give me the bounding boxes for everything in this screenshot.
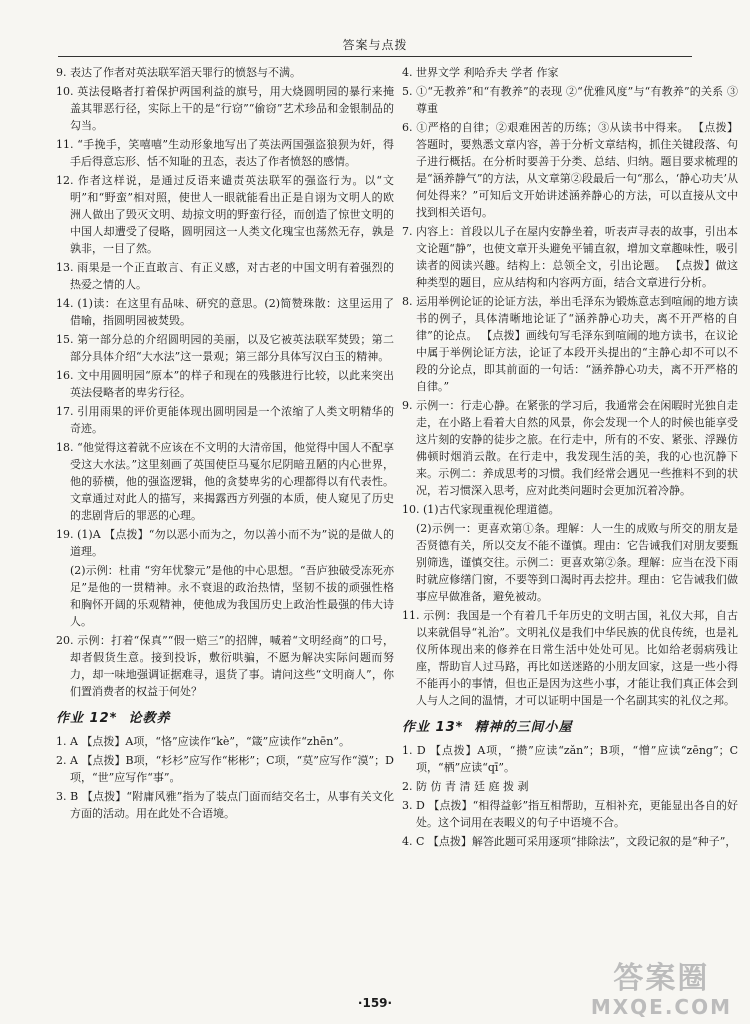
answer-subitem: (2)示例：杜甫 “穷年忧黎元”是他的中心思想。“吾庐独破受冻死亦足”是他的一贯精神。永不衰退的政治热情，坚韧不拔的顽强性格和胸怀开阔的乐观精神，使他成为我国历史上政治性最强的伟大诗人。 [70,564,394,628]
answer-item: 10. (1)古代家现重视伦理道德。 [402,503,560,516]
answer-item: 5. ①“无教养”和“有教养”的表现 ②“优雅风度”与“有教养”的关系 ③尊重 [402,85,738,115]
watermark-top-text: 答案圈 [613,961,710,996]
answer-item: 3. B 【点拨】“附庸风雅”指为了装点门面而结交名士，从事有关文化方面的活动。用在此处不合语境。 [56,790,394,820]
header-divider [58,56,692,57]
answer-item: 16. 文中用圆明园“原本”的样子和现在的残骸进行比较，以此来突出英法侵略者的卑劣行径。 [56,369,394,399]
watermark-logo [591,962,732,1018]
answer-item: 18. “他觉得这着就不应该在不文明的大清帝国，他觉得中国人不配享受这大水法。”这里刻画了英国使臣马戛尔尼阴暗丑陋的内心世界，他的骄横，他的强盗逻辑，他的贪婪卑劣的心理都得以有代表性。文章通过对此人的描写，来揭露西方列强的本质，使人窥见了历史的悲剧背后的罪恶的心理。 [56,441,394,522]
answer-subitem: (2)示例一：更喜欢第①条。理解：人一生的成败与所交的朋友是否贤德有关，所以交友不能不谨慎。理由：它告诫我们对朋友要甄别筛选，谨慎交往。示例二：更喜欢第②条。理解：应当在没下雨时就应修缮门窗，不要等到口渴时再去挖井。理由：它告诫我们做事应早做准备，避免被动。 [416,522,738,603]
section-number: 作业 13* [402,720,464,735]
answer-item: 10. 英法侵略者打着保护两国利益的旗号，用大烧圆明园的暴行来掩盖其罪恶行径，实际上干的是“行窃”“偷窃”艺术珍品和金银制品的勾当。 [56,85,394,132]
answer-item: 13. 雨果是一个正直敢言、有正义感，对古老的中国文明有着强烈的热爱之情的人。 [56,261,394,291]
answer-item: 15. 第一部分总的介绍圆明园的美丽，以及它被英法联军焚毁；第二部分具体介绍“大水法”这一景观；第三部分具体写汉白玉的精神。 [56,333,394,363]
page-header-title: 答案与点拨 [342,38,408,52]
answer-item: 9. 表达了作者对英法联军滔天罪行的愤怒与不满。 [56,66,301,79]
answer-item: 2. A 【点拨】B项，“杉杉”应写作“彬彬”；C项，“莫”应写作“漠”；D项，“世”应写作“事”。 [56,754,394,784]
section-title: 论教养 [128,711,171,726]
section-gap [463,720,474,735]
answer-item: 1. D 【点拨】A项，“攒”应读“zǎn”；B项，“憎”应读“zēng”；C项，“栖”应读“qī”。 [402,744,738,774]
left-column [56,64,394,824]
answer-item: 11. “手挽手，笑嘻嘻”生动形象地写出了英法两国强盗狼狈为奸，得手后得意忘形、恬不知耻的丑态，表达了作者愤怒的感情。 [56,138,394,168]
answer-item: 8. 运用举例论证的论证方法，举出毛泽东为锻炼意志到喧闹的地方读书的例子，具体清晰地论证了“涵养静心功夫，离不开严格的自律”的论点。 【点拨】画线句写毛泽东到喧闹的地方读书，在议论中属于举例论证方法，论证了本段开头提出的“主静心却不可以不段的分论点，即其前面的一句话：“涵养静心功夫，离不开严格的自律。” [402,295,738,393]
section-heading [56,710,394,727]
answer-item: 7. 内容上：首段以儿子在屋内安静坐着，听表声寻表的故事，引出本文论题“静”，也使文章开头避免平铺直叙，增加文章趣味性，吸引读者的阅读兴趣。结构上：总领全文，引出论题。 【点拨】做这种类型的题目，应从结构和内容两方面，结合文章进行分析。 [402,225,738,289]
answer-item: 12. 作者这样说，是通过反语来谴责英法联军的强盗行为。以“文明”和“野蛮”相对照，使世人一眼就能看出正是自诩为文明人的欧洲人做出了毁灭文明、劫掠文明的野蛮行径，而创造了惊世文明的中国人却遭受了侵略，圆明园这一人类文化瑰宝也荡然无存，孰是孰非，一目了然。 [56,174,394,255]
section-heading [402,719,738,736]
page-number: ·159· [357,996,393,1010]
section-gap [117,711,128,726]
answer-item: 3. D 【点拨】“相得益彰”指互相帮助，互相补充，更能显出各自的好处。这个词用在表暇义的句子中语境不合。 [402,799,738,829]
watermark-bottom-text: MXQE.COM [590,995,732,1019]
section-title: 精神的三间小屋 [474,720,573,735]
section-number: 作业 12* [56,711,118,726]
right-column [402,64,738,852]
answer-item: 17. 引用雨果的评价更能体现出圆明园是一个浓缩了人类文明精华的奇迹。 [56,405,394,435]
answer-item: 11. 示例：我国是一个有着几千年历史的文明古国，礼仪大邦，自古以来就倡导“礼治”。文明礼仪是我们中华民族的优良传统，也是礼仪所体现出来的修养在日常生活中处处可见。比如给老弱病残让座，帮助盲人过马路，再比如送迷路的小朋友回家，这是一些小得不能再小的事情，但也正是因为这些小事，才能让我们真正体会到人与人之间的温情，才可以证明中国是一个名副其实的礼仪之邦。 [402,609,738,707]
answer-item: 4. C 【点拨】解答此题可采用逐项“排除法”，文段记叙的是“种子”， [402,835,737,848]
answer-item: 4. 世界文学 利哈乔夫 学者 作家 [402,66,559,79]
answer-item: 2. 防 仿 青 清 廷 庭 拨 剥 [402,780,529,793]
answer-item: 14. (1)读：在这里有品味、研究的意思。(2)简赞珠散：这里运用了借喻，指圆明园被焚毁。 [56,297,394,327]
answer-item: 9. 示例一：行走心静。在紧张的学习后，我通常会在闲暇时光独自走走，在小路上看着大自然的风景，你会发现一个人的时候也能享受这片刻的安静的徒步之旅。在行走中，所有的不安、紧张、浮躁仿佛顿时烟消云散。在行走中，我发现生活的美，我的心也沉静下来。示例二：养成思考的习惯。我们经常会遇见一些推料不到的状况，若习惯深入思考，应对此类问题时会更加沉着冷静。 [402,399,738,497]
answer-item: 19. (1)A 【点拨】“勿以恶小而为之，勿以善小而不为”说的是做人的道理。 [56,528,394,558]
answer-item: 20. 示例：打着“保真”“假一赔三”的招牌，喊着“文明经商”的口号，却者假货生意。接到投诉，敷衍哄骗，不愿为解决实际问题而努力，却一味地强调证据难寻，退货了事。请问这些“文明商人”，你们置消费者的权益于何处？ [56,634,394,698]
answer-item: 6. ①严格的自律；②艰难困苦的历练；③从读书中得来。 【点拨】答题时，要熟悉文章内容，善于分析文章结构，抓住关键段落、句子进行概括。在分析时要善于分类、总结、归纳。题目要求梳理的是“涵养静气”的方法，从文章第②段最后一句“那么，‘静心功夫’从何处得来？”可知后文开始讲述涵养静心的方法，可以直接从文中找到相关语句。 [402,121,738,219]
answer-item: 1. A 【点拨】A项，“恪”应读作“kè”，“箴”应读作“zhēn”。 [56,735,351,748]
